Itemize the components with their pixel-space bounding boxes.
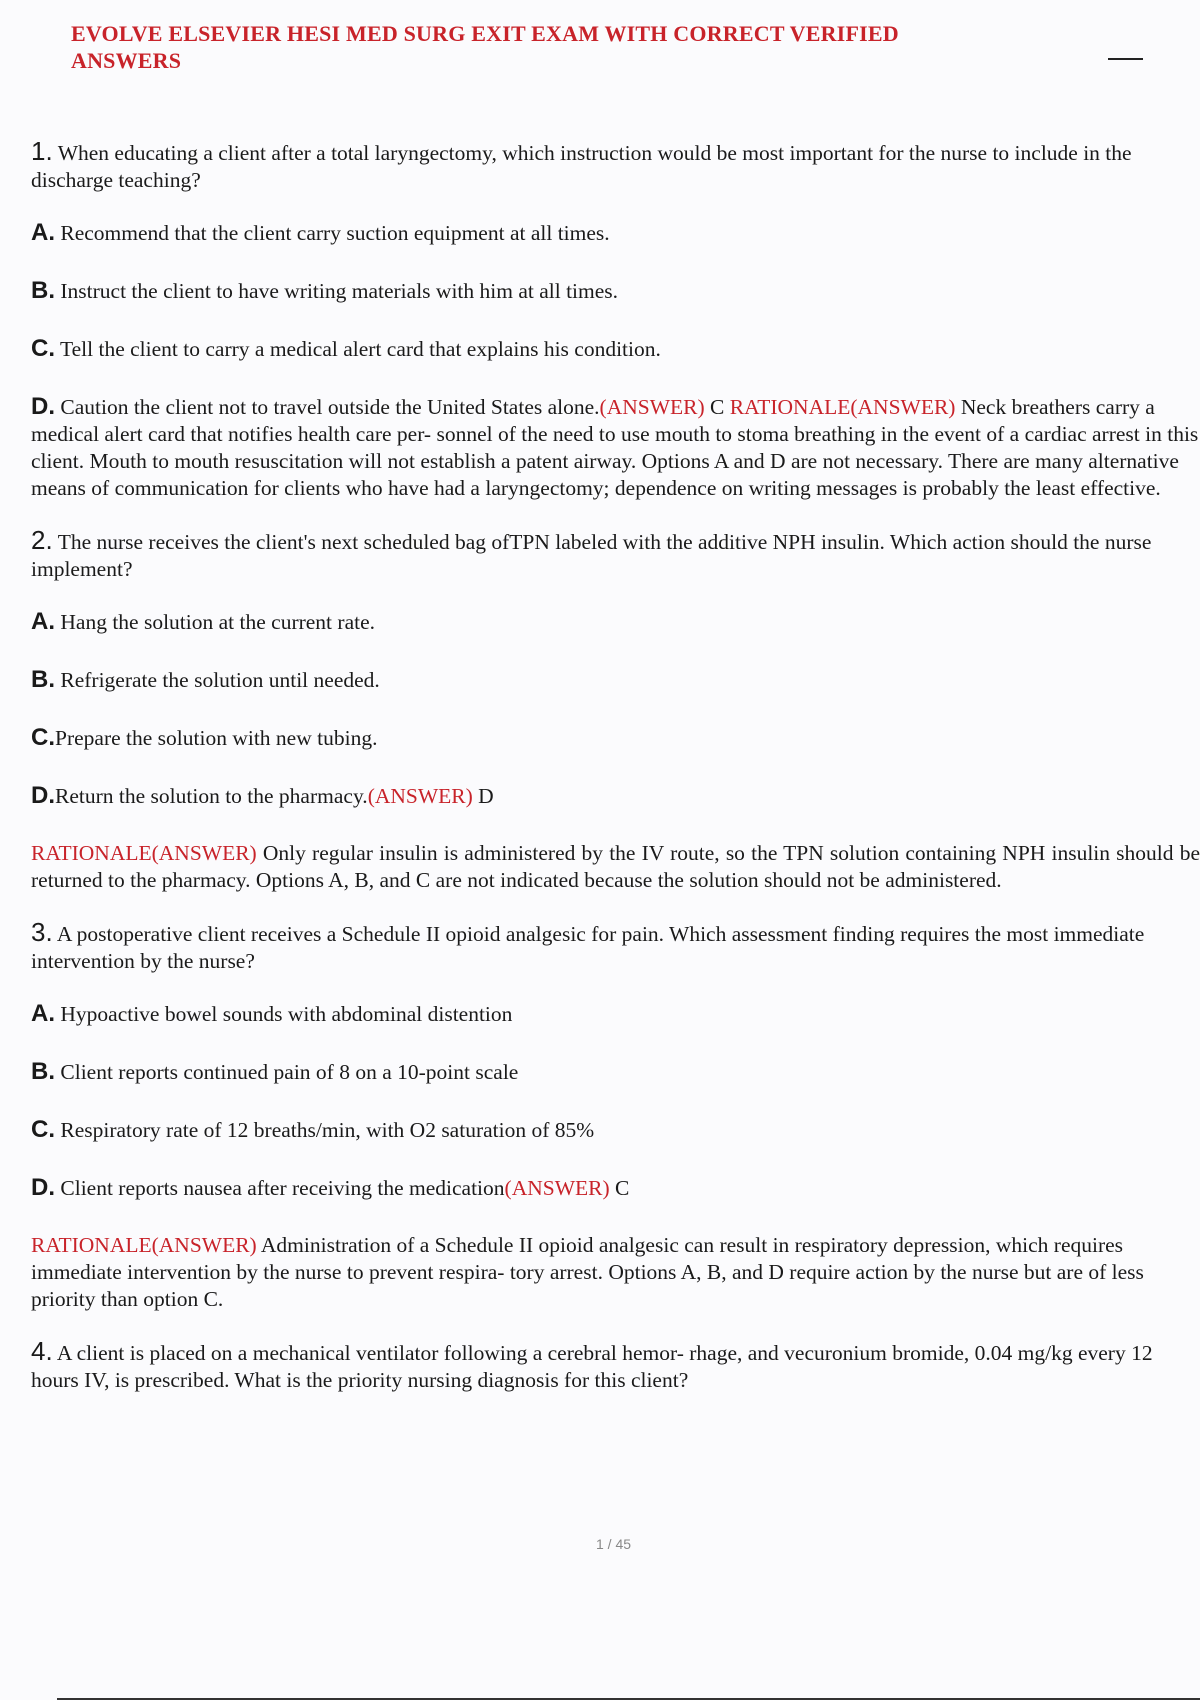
rationale-text: Administration of a Schedule II opioid analgesic can result in respiratory depression, which requires immediate intervention by the nurse to prevent respira- tory arrest. Options A, B, and D require action by the nurse but are of less priority than option C. — [31, 1233, 1144, 1311]
answer-tag: (ANSWER) — [367, 784, 473, 808]
question-number: 2. — [31, 525, 53, 555]
question-4 — [31, 1338, 1200, 1394]
question-text: The nurse receives the client's next scheduled bag ofTPN labeled with the additive NPH insulin. Which action should the nurse implement? — [31, 530, 1152, 581]
answer-value: D — [472, 784, 494, 808]
question-2 — [31, 527, 1200, 583]
document-body — [31, 138, 1200, 1508]
option-text: Respiratory rate of 12 breaths/min, with O2 saturation of 85% — [60, 1118, 595, 1142]
option-c — [31, 1116, 1200, 1144]
option-letter: B. — [31, 666, 55, 693]
document-title: EVOLVE ELSEVIER HESI MED SURG EXIT EXAM WITH CORRECT VERIFIED ANSWERS — [71, 21, 899, 73]
rationale-tag: RATIONALE(ANSWER) — [31, 841, 257, 865]
option-text: Tell the client to carry a medical alert card that explains his condition. — [60, 337, 661, 361]
question-1 — [31, 138, 1200, 194]
option-b — [31, 1058, 1200, 1086]
option-b — [31, 277, 1200, 305]
option-letter: A. — [31, 608, 55, 635]
answer-value: C — [704, 395, 730, 419]
rationale-2 — [31, 840, 1200, 894]
option-d — [31, 1174, 1200, 1202]
rationale-3 — [31, 1232, 1200, 1313]
rationale-tag: RATIONALE(ANSWER) — [729, 395, 956, 419]
option-text: Recommend that the client carry suction equipment at all times. — [60, 221, 610, 245]
answer-tag: (ANSWER) — [504, 1176, 610, 1200]
option-a — [31, 219, 1200, 247]
option-letter: C. — [31, 724, 55, 751]
option-text: Refrigerate the solution until needed. — [60, 668, 380, 692]
option-letter: C. — [31, 1116, 55, 1143]
option-letter: A. — [31, 219, 55, 246]
question-number: 3. — [31, 917, 53, 947]
option-a — [31, 1000, 1200, 1028]
header-rule — [1108, 58, 1143, 60]
option-text: Instruct the client to have writing materials with him at all times. — [60, 279, 619, 303]
option-c — [31, 724, 1200, 752]
option-d — [31, 782, 1200, 810]
rationale-text: Only regular insulin is administered by the IV route, so the TPN solution containing NPH insulin should be returned to the pharmacy. Options A, B, and C are not indicated because the solution should not be administered. — [31, 841, 1200, 892]
option-letter: B. — [31, 1058, 55, 1085]
option-text: Client reports nausea after receiving the medication — [60, 1176, 505, 1200]
option-letter: D. — [31, 782, 55, 809]
answer-value: C — [609, 1176, 630, 1200]
option-letter: D. — [31, 393, 55, 420]
option-letter: D. — [31, 1174, 55, 1201]
option-c — [31, 335, 1200, 363]
option-text: Client reports continued pain of 8 on a 10-point scale — [60, 1060, 519, 1084]
option-a — [31, 608, 1200, 636]
question-text: A client is placed on a mechanical ventilator following a cerebral hemor- rhage, and vecuronium bromide, 0.04 mg/kg every 12 hours IV, is prescribed. What is the priority nursing diagnosis for this client? — [31, 1341, 1153, 1392]
option-text: Caution the client not to travel outside the United States alone. — [60, 395, 600, 419]
answer-tag: (ANSWER) — [599, 395, 705, 419]
option-b — [31, 666, 1200, 694]
option-letter: C. — [31, 335, 55, 362]
question-3 — [31, 919, 1200, 975]
question-number: 4. — [31, 1336, 53, 1366]
question-text: A postoperative client receives a Schedule II opioid analgesic for pain. Which assessment finding requires the most immediate intervention by the nurse? — [31, 922, 1145, 973]
option-text: Return the solution to the pharmacy. — [55, 784, 368, 808]
rationale-tag: RATIONALE(ANSWER) — [31, 1233, 257, 1257]
option-d — [31, 393, 1200, 502]
question-number: 1. — [31, 138, 53, 166]
option-text: Prepare the solution with new tubing. — [55, 726, 378, 750]
option-text: Hypoactive bowel sounds with abdominal distention — [60, 1002, 513, 1026]
option-letter: B. — [31, 277, 55, 304]
option-letter: A. — [31, 1000, 55, 1027]
rationale-text: Neck breathers carry a medical alert card that notifies health care per- sonnel of the need to use mouth to stoma breathing in the event of a cardiac arrest in this client. Mouth to mouth resuscitation will not establish a patent airway. Options A and D are not necessary. There are many alternative means of communication for clients who have had a laryngectomy; dependence on writing messages is probably the least effective. — [31, 395, 1199, 500]
page-indicator: 1 / 45 — [595, 1536, 632, 1552]
option-text: Hang the solution at the current rate. — [60, 610, 376, 634]
question-text: When educating a client after a total laryngectomy, which instruction would be most important for the nurse to include in the discharge teaching? — [31, 141, 1132, 192]
